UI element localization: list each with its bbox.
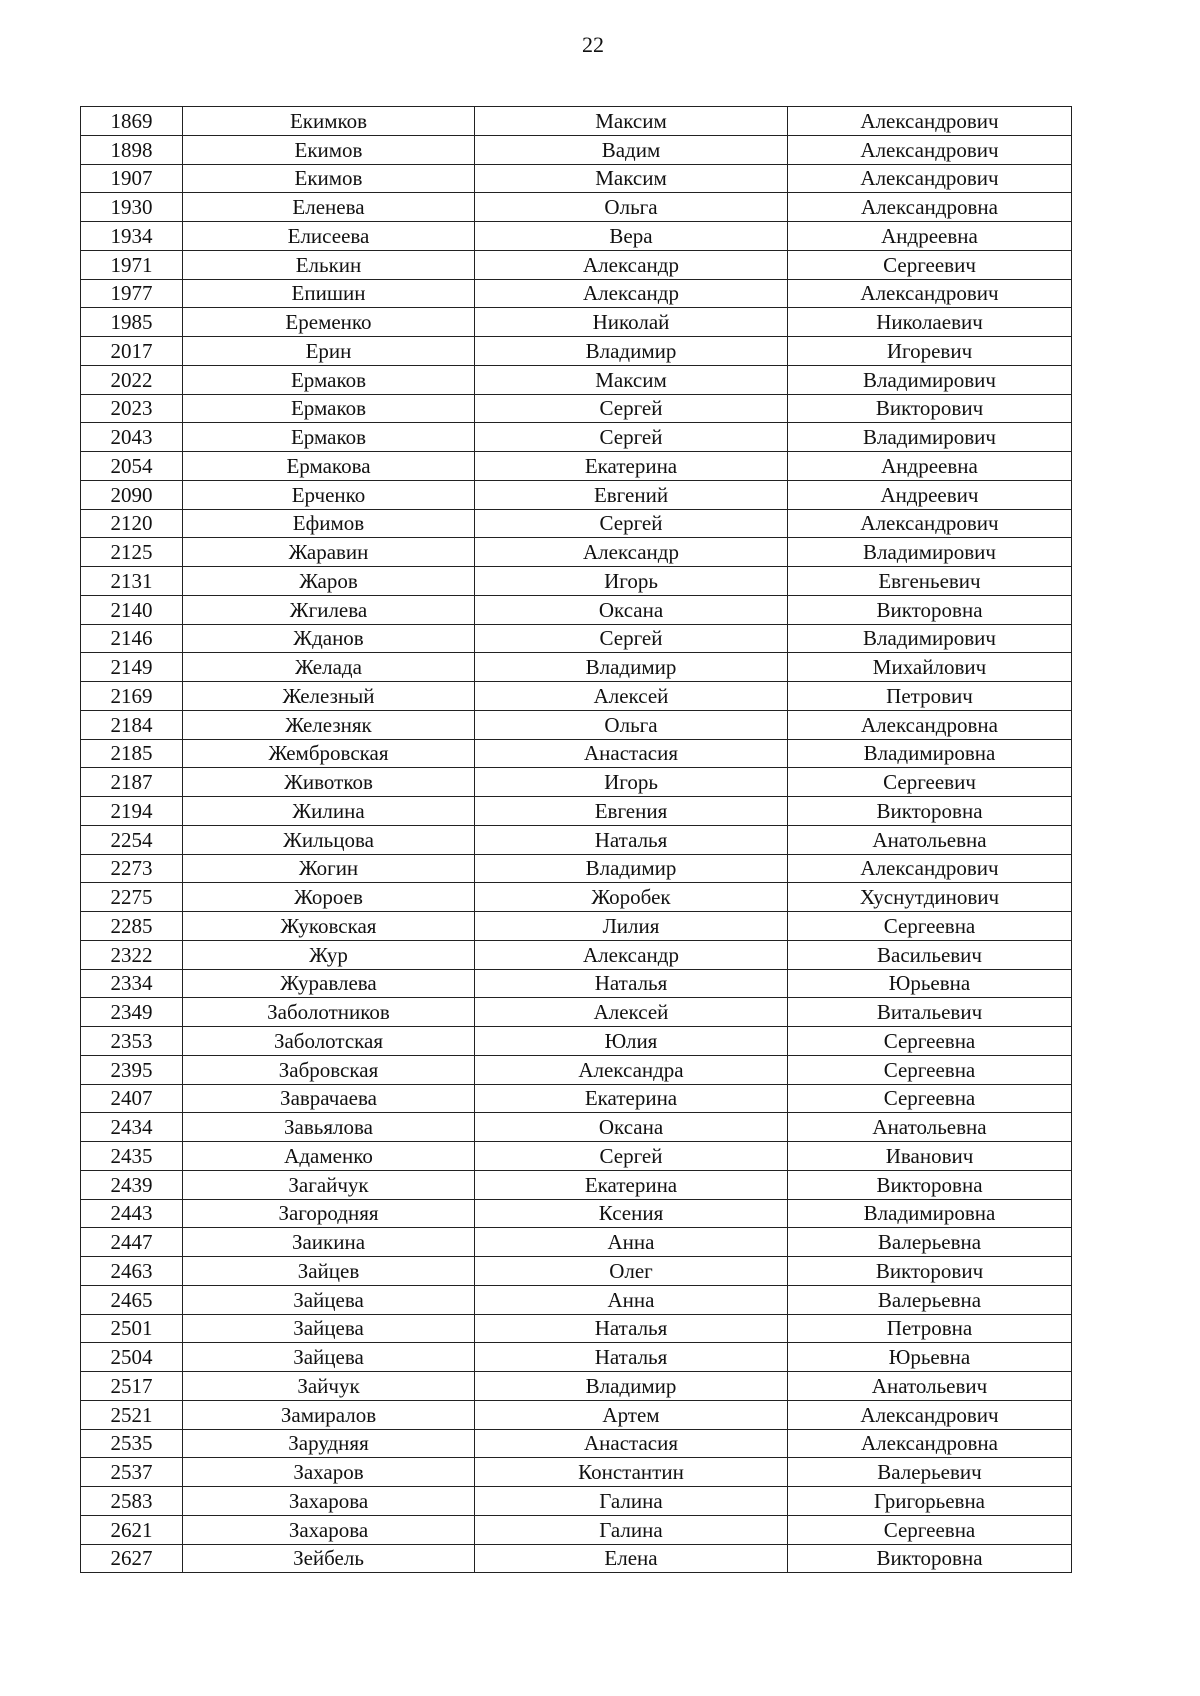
surname-cell: Адаменко bbox=[183, 1142, 475, 1171]
record-number-cell: 2184 bbox=[81, 710, 183, 739]
patronymic-cell: Владимирович bbox=[788, 423, 1072, 452]
surname-cell: Еременко bbox=[183, 308, 475, 337]
given-name-cell: Вадим bbox=[475, 135, 788, 164]
patronymic-cell: Викторович bbox=[788, 394, 1072, 423]
patronymic-cell: Александровна bbox=[788, 710, 1072, 739]
table-row bbox=[81, 107, 1072, 136]
given-name-cell: Александра bbox=[475, 1055, 788, 1084]
table-row bbox=[81, 1515, 1072, 1544]
patronymic-cell: Владимирович bbox=[788, 624, 1072, 653]
table-row bbox=[81, 1199, 1072, 1228]
table-row bbox=[81, 452, 1072, 481]
surname-cell: Заврачаева bbox=[183, 1084, 475, 1113]
given-name-cell: Галина bbox=[475, 1487, 788, 1516]
surname-cell: Загайчук bbox=[183, 1170, 475, 1199]
table-row bbox=[81, 883, 1072, 912]
table-row bbox=[81, 710, 1072, 739]
table-row bbox=[81, 912, 1072, 941]
surname-cell: Жороев bbox=[183, 883, 475, 912]
patronymic-cell: Владимирович bbox=[788, 538, 1072, 567]
patronymic-cell: Хуснутдинович bbox=[788, 883, 1072, 912]
table-row bbox=[81, 682, 1072, 711]
given-name-cell: Владимир bbox=[475, 653, 788, 682]
surname-cell: Захарова bbox=[183, 1487, 475, 1516]
table-row bbox=[81, 279, 1072, 308]
given-name-cell: Сергей bbox=[475, 1142, 788, 1171]
patronymic-cell: Витальевич bbox=[788, 998, 1072, 1027]
record-number-cell: 2463 bbox=[81, 1257, 183, 1286]
patronymic-cell: Петровна bbox=[788, 1314, 1072, 1343]
record-number-cell: 1930 bbox=[81, 193, 183, 222]
given-name-cell: Елена bbox=[475, 1544, 788, 1573]
patronymic-cell: Андреевна bbox=[788, 222, 1072, 251]
given-name-cell: Екатерина bbox=[475, 452, 788, 481]
patronymic-cell: Викторовна bbox=[788, 1544, 1072, 1573]
surname-cell: Заболотская bbox=[183, 1027, 475, 1056]
surname-cell: Животков bbox=[183, 768, 475, 797]
surname-cell: Зайцев bbox=[183, 1257, 475, 1286]
table-row bbox=[81, 653, 1072, 682]
given-name-cell: Владимир bbox=[475, 1372, 788, 1401]
patronymic-cell: Сергеевич bbox=[788, 768, 1072, 797]
given-name-cell: Анастасия bbox=[475, 1429, 788, 1458]
table-row bbox=[81, 480, 1072, 509]
table-row bbox=[81, 509, 1072, 538]
patronymic-cell: Юрьевна bbox=[788, 969, 1072, 998]
surname-cell: Зайчук bbox=[183, 1372, 475, 1401]
given-name-cell: Наталья bbox=[475, 825, 788, 854]
patronymic-cell: Александровна bbox=[788, 1429, 1072, 1458]
patronymic-cell: Александрович bbox=[788, 1400, 1072, 1429]
given-name-cell: Ольга bbox=[475, 710, 788, 739]
surname-cell: Ерин bbox=[183, 337, 475, 366]
table-row bbox=[81, 250, 1072, 279]
table-row bbox=[81, 797, 1072, 826]
given-name-cell: Алексей bbox=[475, 682, 788, 711]
patronymic-cell: Григорьевна bbox=[788, 1487, 1072, 1516]
given-name-cell: Сергей bbox=[475, 423, 788, 452]
patronymic-cell: Андреевич bbox=[788, 480, 1072, 509]
surname-cell: Жогин bbox=[183, 854, 475, 883]
given-name-cell: Владимир bbox=[475, 854, 788, 883]
record-number-cell: 2407 bbox=[81, 1084, 183, 1113]
patronymic-cell: Александрович bbox=[788, 509, 1072, 538]
surname-cell: Жильцова bbox=[183, 825, 475, 854]
patronymic-cell: Александрович bbox=[788, 135, 1072, 164]
surname-cell: Забровская bbox=[183, 1055, 475, 1084]
patronymic-cell: Анатольевич bbox=[788, 1372, 1072, 1401]
surname-cell: Епишин bbox=[183, 279, 475, 308]
surname-cell: Екимков bbox=[183, 107, 475, 136]
record-number-cell: 2537 bbox=[81, 1458, 183, 1487]
record-number-cell: 2334 bbox=[81, 969, 183, 998]
record-number-cell: 2120 bbox=[81, 509, 183, 538]
given-name-cell: Оксана bbox=[475, 595, 788, 624]
patronymic-cell: Анатольевна bbox=[788, 1113, 1072, 1142]
table-row bbox=[81, 1285, 1072, 1314]
given-name-cell: Ольга bbox=[475, 193, 788, 222]
record-number-cell: 2447 bbox=[81, 1228, 183, 1257]
patronymic-cell: Валерьевич bbox=[788, 1458, 1072, 1487]
given-name-cell: Оксана bbox=[475, 1113, 788, 1142]
record-number-cell: 2023 bbox=[81, 394, 183, 423]
patronymic-cell: Иванович bbox=[788, 1142, 1072, 1171]
given-name-cell: Вера bbox=[475, 222, 788, 251]
record-number-cell: 1898 bbox=[81, 135, 183, 164]
record-number-cell: 2353 bbox=[81, 1027, 183, 1056]
surname-cell: Жуковская bbox=[183, 912, 475, 941]
table-row bbox=[81, 998, 1072, 1027]
surname-cell: Жданов bbox=[183, 624, 475, 653]
surname-cell: Жур bbox=[183, 940, 475, 969]
record-number-cell: 2273 bbox=[81, 854, 183, 883]
patronymic-cell: Валерьевна bbox=[788, 1285, 1072, 1314]
surname-cell: Елькин bbox=[183, 250, 475, 279]
given-name-cell: Галина bbox=[475, 1515, 788, 1544]
record-number-cell: 1977 bbox=[81, 279, 183, 308]
table-row bbox=[81, 567, 1072, 596]
page-number: 22 bbox=[582, 32, 604, 57]
given-name-cell: Артем bbox=[475, 1400, 788, 1429]
record-number-cell: 2140 bbox=[81, 595, 183, 624]
surname-cell: Екимов bbox=[183, 135, 475, 164]
surname-cell: Зейбель bbox=[183, 1544, 475, 1573]
surname-cell: Зайцева bbox=[183, 1343, 475, 1372]
patronymic-cell: Михайлович bbox=[788, 653, 1072, 682]
given-name-cell: Николай bbox=[475, 308, 788, 337]
record-number-cell: 2090 bbox=[81, 480, 183, 509]
surname-cell: Жилина bbox=[183, 797, 475, 826]
table-row bbox=[81, 1113, 1072, 1142]
table-row bbox=[81, 222, 1072, 251]
given-name-cell: Сергей bbox=[475, 509, 788, 538]
record-number-cell: 2254 bbox=[81, 825, 183, 854]
record-number-cell: 2517 bbox=[81, 1372, 183, 1401]
table-row bbox=[81, 365, 1072, 394]
surname-cell: Зарудняя bbox=[183, 1429, 475, 1458]
record-number-cell: 2322 bbox=[81, 940, 183, 969]
record-number-cell: 2521 bbox=[81, 1400, 183, 1429]
record-number-cell: 2054 bbox=[81, 452, 183, 481]
given-name-cell: Евгений bbox=[475, 480, 788, 509]
patronymic-cell: Евгеньевич bbox=[788, 567, 1072, 596]
table-row bbox=[81, 624, 1072, 653]
given-name-cell: Евгения bbox=[475, 797, 788, 826]
given-name-cell: Александр bbox=[475, 538, 788, 567]
patronymic-cell: Андреевна bbox=[788, 452, 1072, 481]
table-row bbox=[81, 308, 1072, 337]
patronymic-cell: Александрович bbox=[788, 107, 1072, 136]
surname-cell: Завьялова bbox=[183, 1113, 475, 1142]
surname-cell: Жгилева bbox=[183, 595, 475, 624]
table-row bbox=[81, 1055, 1072, 1084]
record-number-cell: 2169 bbox=[81, 682, 183, 711]
record-number-cell: 1907 bbox=[81, 164, 183, 193]
surname-cell: Зайцева bbox=[183, 1314, 475, 1343]
patronymic-cell: Владимирович bbox=[788, 365, 1072, 394]
table-row bbox=[81, 825, 1072, 854]
table-row bbox=[81, 1027, 1072, 1056]
patronymic-cell: Сергеевна bbox=[788, 1027, 1072, 1056]
given-name-cell: Екатерина bbox=[475, 1084, 788, 1113]
patronymic-cell: Викторовна bbox=[788, 1170, 1072, 1199]
surname-cell: Ерченко bbox=[183, 480, 475, 509]
patronymic-cell: Сергеевна bbox=[788, 1055, 1072, 1084]
patronymic-cell: Юрьевна bbox=[788, 1343, 1072, 1372]
patronymic-cell: Васильевич bbox=[788, 940, 1072, 969]
patronymic-cell: Александрович bbox=[788, 854, 1072, 883]
given-name-cell: Олег bbox=[475, 1257, 788, 1286]
given-name-cell: Алексей bbox=[475, 998, 788, 1027]
given-name-cell: Владимир bbox=[475, 337, 788, 366]
table-row bbox=[81, 423, 1072, 452]
record-number-cell: 2504 bbox=[81, 1343, 183, 1372]
given-name-cell: Лилия bbox=[475, 912, 788, 941]
record-number-cell: 2395 bbox=[81, 1055, 183, 1084]
surname-cell: Заикина bbox=[183, 1228, 475, 1257]
record-number-cell: 2275 bbox=[81, 883, 183, 912]
record-number-cell: 2017 bbox=[81, 337, 183, 366]
table-row bbox=[81, 193, 1072, 222]
table-row bbox=[81, 164, 1072, 193]
surname-cell: Зайцева bbox=[183, 1285, 475, 1314]
surname-cell: Ермакова bbox=[183, 452, 475, 481]
surname-cell: Загородняя bbox=[183, 1199, 475, 1228]
table-row bbox=[81, 1343, 1072, 1372]
given-name-cell: Сергей bbox=[475, 394, 788, 423]
record-number-cell: 2187 bbox=[81, 768, 183, 797]
table-row bbox=[81, 1170, 1072, 1199]
given-name-cell: Наталья bbox=[475, 969, 788, 998]
table-row bbox=[81, 768, 1072, 797]
record-number-cell: 2285 bbox=[81, 912, 183, 941]
given-name-cell: Максим bbox=[475, 365, 788, 394]
given-name-cell: Игорь bbox=[475, 567, 788, 596]
patronymic-cell: Петрович bbox=[788, 682, 1072, 711]
given-name-cell: Максим bbox=[475, 107, 788, 136]
patronymic-cell: Сергеевна bbox=[788, 912, 1072, 941]
table-row bbox=[81, 1314, 1072, 1343]
record-number-cell: 2583 bbox=[81, 1487, 183, 1516]
record-number-cell: 2439 bbox=[81, 1170, 183, 1199]
surname-cell: Ефимов bbox=[183, 509, 475, 538]
record-number-cell: 2194 bbox=[81, 797, 183, 826]
record-number-cell: 2149 bbox=[81, 653, 183, 682]
surname-cell: Ермаков bbox=[183, 365, 475, 394]
roster-body bbox=[81, 107, 1072, 1573]
record-number-cell: 2125 bbox=[81, 538, 183, 567]
patronymic-cell: Игоревич bbox=[788, 337, 1072, 366]
surname-cell: Железняк bbox=[183, 710, 475, 739]
record-number-cell: 2146 bbox=[81, 624, 183, 653]
table-row bbox=[81, 969, 1072, 998]
record-number-cell: 2501 bbox=[81, 1314, 183, 1343]
record-number-cell: 2627 bbox=[81, 1544, 183, 1573]
table-row bbox=[81, 739, 1072, 768]
table-row bbox=[81, 394, 1072, 423]
given-name-cell: Максим bbox=[475, 164, 788, 193]
surname-cell: Заболотников bbox=[183, 998, 475, 1027]
given-name-cell: Анна bbox=[475, 1285, 788, 1314]
patronymic-cell: Сергеевна bbox=[788, 1515, 1072, 1544]
given-name-cell: Александр bbox=[475, 940, 788, 969]
given-name-cell: Наталья bbox=[475, 1314, 788, 1343]
table-row bbox=[81, 1142, 1072, 1171]
patronymic-cell: Александрович bbox=[788, 164, 1072, 193]
given-name-cell: Ксения bbox=[475, 1199, 788, 1228]
given-name-cell: Жоробек bbox=[475, 883, 788, 912]
record-number-cell: 2022 bbox=[81, 365, 183, 394]
record-number-cell: 1985 bbox=[81, 308, 183, 337]
patronymic-cell: Владимировна bbox=[788, 739, 1072, 768]
surname-cell: Замиралов bbox=[183, 1400, 475, 1429]
table-row bbox=[81, 940, 1072, 969]
patronymic-cell: Викторовна bbox=[788, 797, 1072, 826]
patronymic-cell: Николаевич bbox=[788, 308, 1072, 337]
given-name-cell: Анастасия bbox=[475, 739, 788, 768]
table-row bbox=[81, 1429, 1072, 1458]
surname-cell: Жаров bbox=[183, 567, 475, 596]
record-number-cell: 2443 bbox=[81, 1199, 183, 1228]
surname-cell: Ермаков bbox=[183, 394, 475, 423]
given-name-cell: Константин bbox=[475, 1458, 788, 1487]
patronymic-cell: Валерьевна bbox=[788, 1228, 1072, 1257]
surname-cell: Желада bbox=[183, 653, 475, 682]
patronymic-cell: Александровна bbox=[788, 193, 1072, 222]
table-row bbox=[81, 1084, 1072, 1113]
patronymic-cell: Анатольевна bbox=[788, 825, 1072, 854]
record-number-cell: 2465 bbox=[81, 1285, 183, 1314]
surname-cell: Железный bbox=[183, 682, 475, 711]
given-name-cell: Наталья bbox=[475, 1343, 788, 1372]
record-number-cell: 2349 bbox=[81, 998, 183, 1027]
record-number-cell: 1934 bbox=[81, 222, 183, 251]
patronymic-cell: Александрович bbox=[788, 279, 1072, 308]
table-row bbox=[81, 135, 1072, 164]
table-row bbox=[81, 1487, 1072, 1516]
record-number-cell: 2185 bbox=[81, 739, 183, 768]
table-row bbox=[81, 854, 1072, 883]
surname-cell: Захарова bbox=[183, 1515, 475, 1544]
table-row bbox=[81, 1400, 1072, 1429]
given-name-cell: Александр bbox=[475, 250, 788, 279]
patronymic-cell: Владимировна bbox=[788, 1199, 1072, 1228]
table-row bbox=[81, 337, 1072, 366]
record-number-cell: 2621 bbox=[81, 1515, 183, 1544]
patronymic-cell: Викторович bbox=[788, 1257, 1072, 1286]
surname-cell: Ермаков bbox=[183, 423, 475, 452]
surname-cell: Елисеева bbox=[183, 222, 475, 251]
table-row bbox=[81, 1372, 1072, 1401]
patronymic-cell: Сергеевна bbox=[788, 1084, 1072, 1113]
table-row bbox=[81, 1257, 1072, 1286]
record-number-cell: 2535 bbox=[81, 1429, 183, 1458]
given-name-cell: Игорь bbox=[475, 768, 788, 797]
record-number-cell: 2043 bbox=[81, 423, 183, 452]
surname-cell: Захаров bbox=[183, 1458, 475, 1487]
given-name-cell: Юлия bbox=[475, 1027, 788, 1056]
table-row bbox=[81, 1228, 1072, 1257]
table-row bbox=[81, 595, 1072, 624]
surname-cell: Жембровская bbox=[183, 739, 475, 768]
table-row bbox=[81, 1544, 1072, 1573]
table-row bbox=[81, 538, 1072, 567]
table-row bbox=[81, 1458, 1072, 1487]
given-name-cell: Екатерина bbox=[475, 1170, 788, 1199]
surname-cell: Еленева bbox=[183, 193, 475, 222]
roster-table bbox=[80, 106, 1072, 1573]
patronymic-cell: Викторовна bbox=[788, 595, 1072, 624]
record-number-cell: 2131 bbox=[81, 567, 183, 596]
given-name-cell: Александр bbox=[475, 279, 788, 308]
surname-cell: Екимов bbox=[183, 164, 475, 193]
surname-cell: Журавлева bbox=[183, 969, 475, 998]
record-number-cell: 1971 bbox=[81, 250, 183, 279]
surname-cell: Жаравин bbox=[183, 538, 475, 567]
record-number-cell: 1869 bbox=[81, 107, 183, 136]
record-number-cell: 2434 bbox=[81, 1113, 183, 1142]
given-name-cell: Анна bbox=[475, 1228, 788, 1257]
record-number-cell: 2435 bbox=[81, 1142, 183, 1171]
given-name-cell: Сергей bbox=[475, 624, 788, 653]
patronymic-cell: Сергеевич bbox=[788, 250, 1072, 279]
